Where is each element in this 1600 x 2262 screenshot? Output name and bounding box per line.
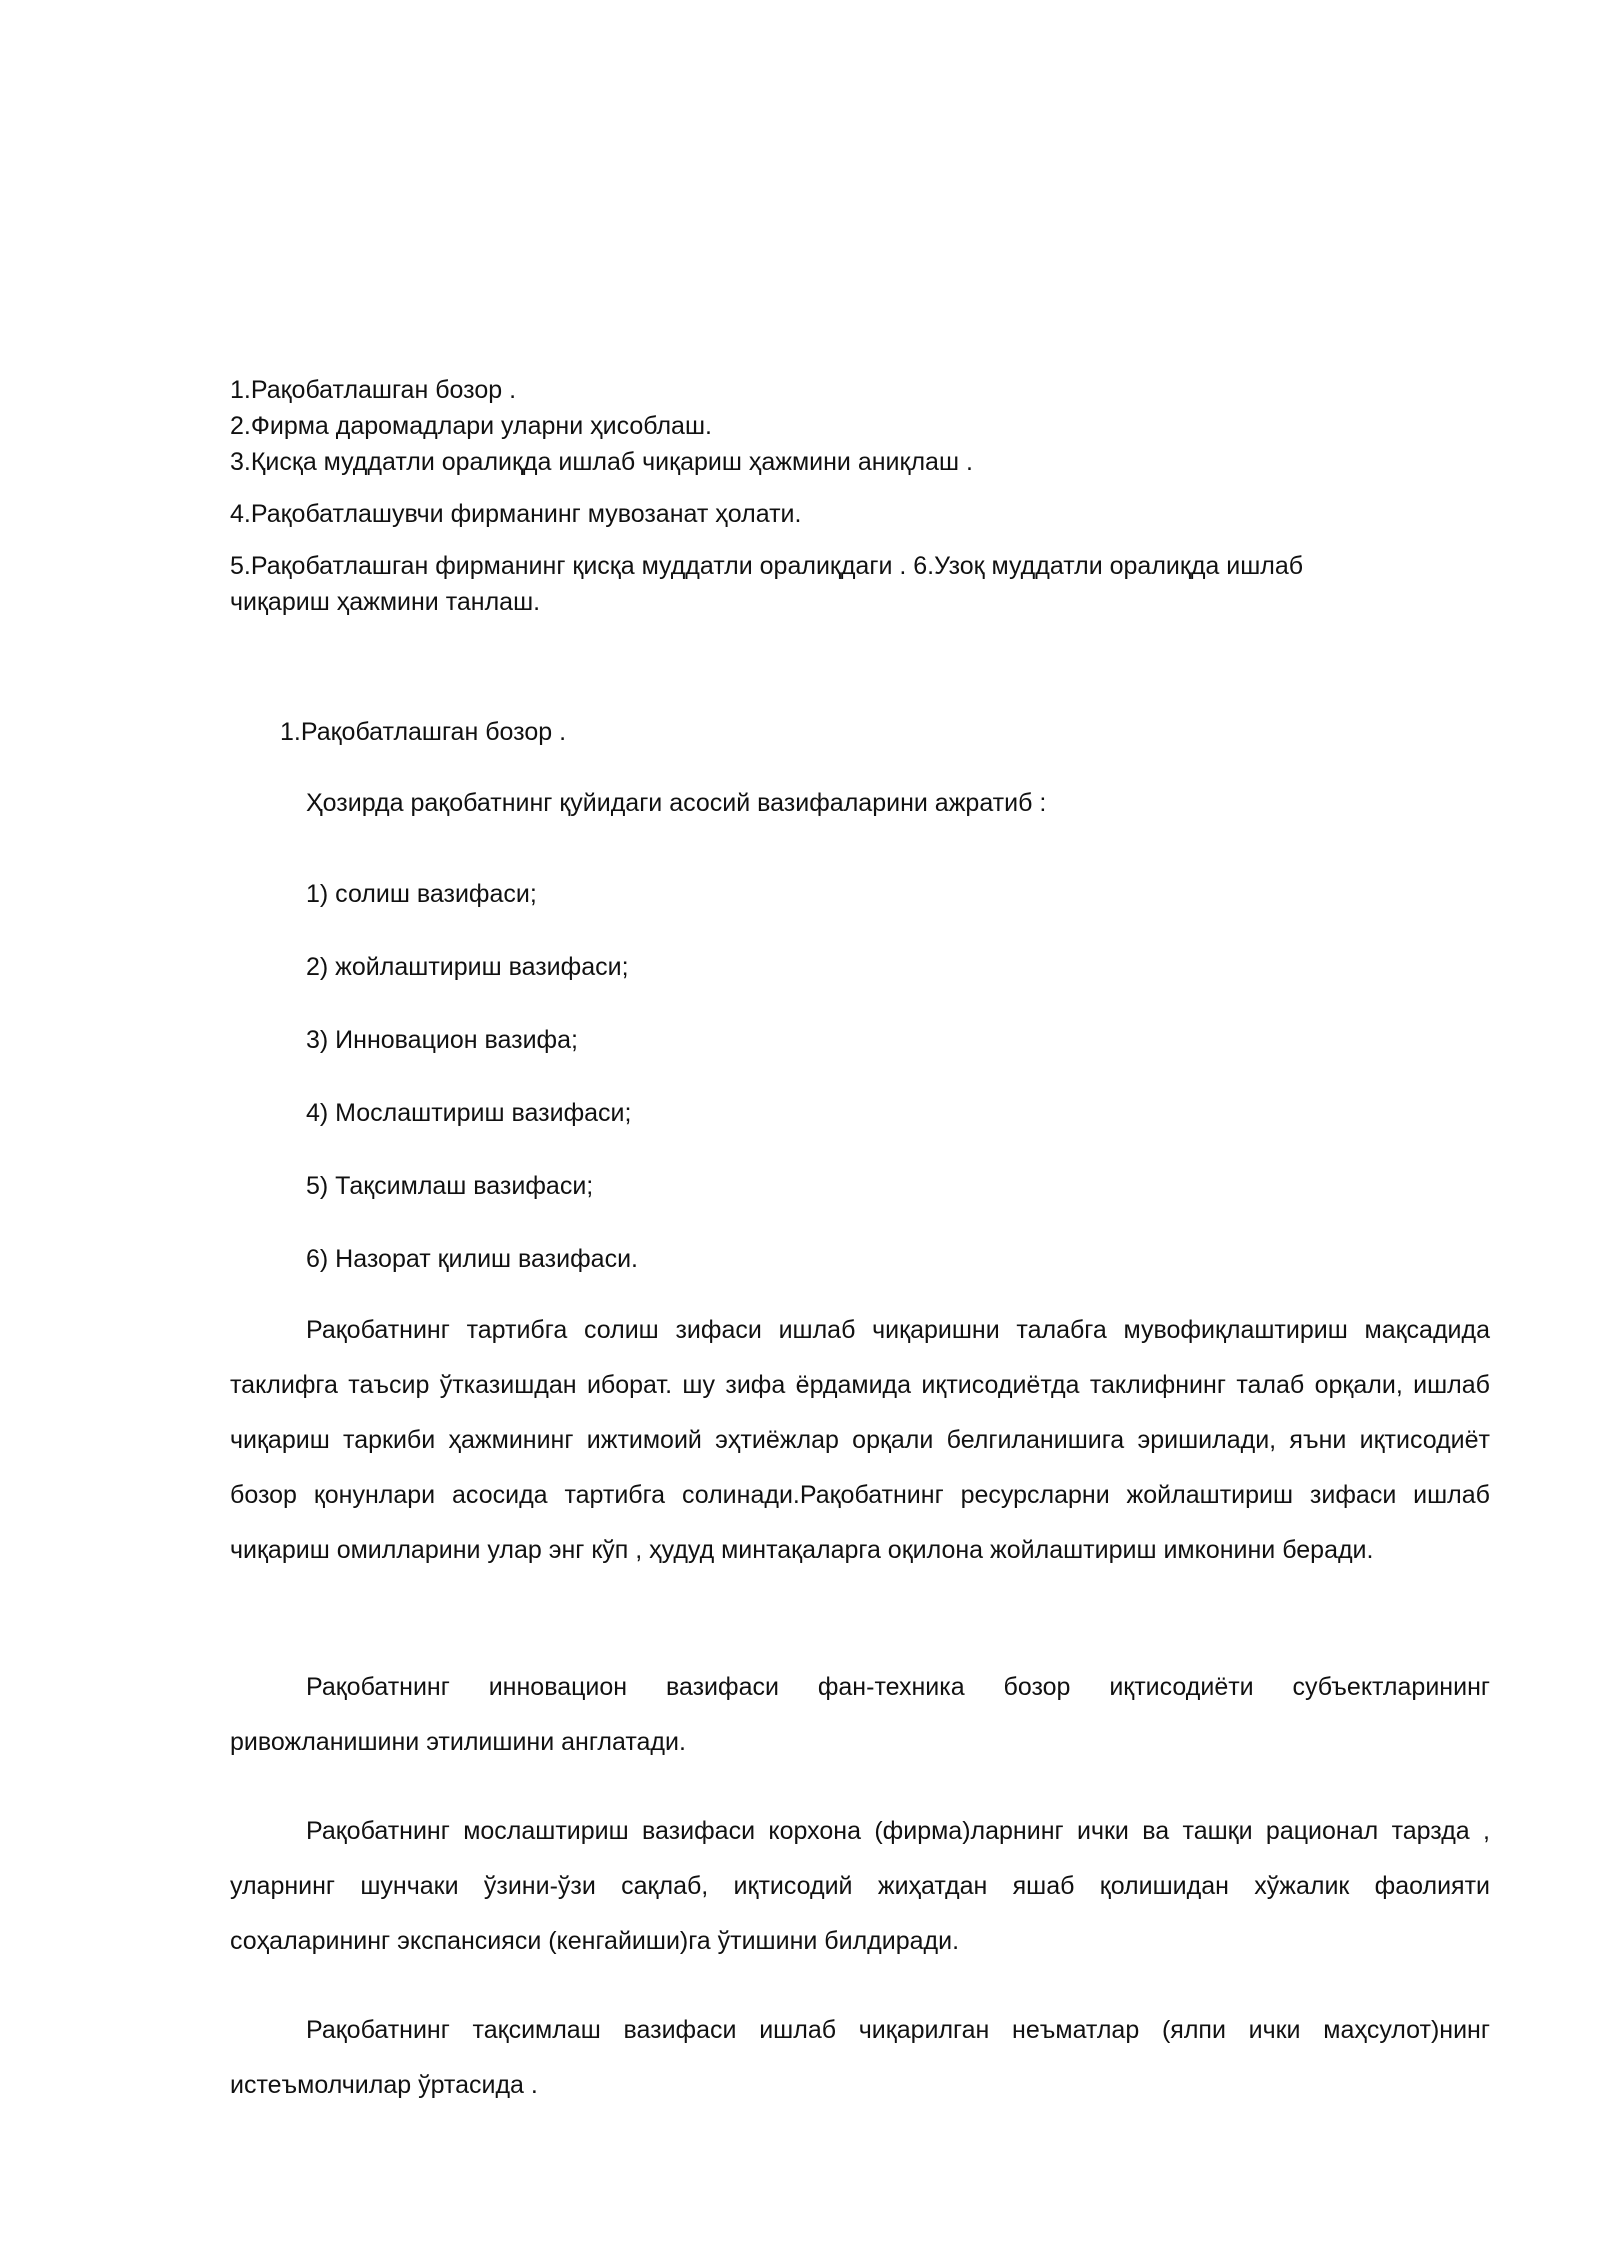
functions-list <box>306 876 638 1314</box>
section-intro: Ҳозирда рақобатнинг қуйидаги асосий вазифаларини ажратиб : <box>306 789 1047 817</box>
list-item: 4) Мослаштириш вазифаси; <box>306 1099 632 1127</box>
toc-spacer <box>230 480 1490 496</box>
toc-item-1: 1.Рақобатлашган бозор . <box>230 376 517 404</box>
toc-spacer <box>230 532 1490 548</box>
toc-item-2: 2.Фирма даромадлари уларни ҳисоблаш. <box>230 412 712 440</box>
toc-item-4: 4.Рақобатлашувчи фирманинг мувозанат ҳолати. <box>230 500 802 528</box>
toc-item-3: 3.Қисқа муддатли оралиқда ишлаб чиқариш ҳажмини аниқлаш . <box>230 448 973 476</box>
table-of-contents <box>230 372 1490 620</box>
toc-item-5-6-continued: чиқариш ҳажмини танлаш. <box>230 588 541 616</box>
paragraph-regulation-allocation: Рақобатнинг тартибга солиш зифаси ишлаб чиқаришни талабга мувофиқлаштириш мақсадида таклифга таъсир ўтказишдан иборат. шу зифа ёрдамида иқтисодиётда таклифнинг талаб орқали, ишлаб чиқариш таркиби ҳажмининг ижтимоий эҳтиёжлар орқали белгиланишига эришилади, яъни иқтисодиёт бозор қонунлари асосида тартибга солинади.Рақобатнинг ресурсларни жойлаштириш зифаси ишлаб чиқариш омилларини улар энг кўп , ҳудуд минтақаларга оқилона жойлаштириш имконини беради. <box>230 1316 1490 1564</box>
section-heading: 1.Рақобатлашган бозор . <box>280 718 567 746</box>
list-item: 2) жойлаштириш вазифаси; <box>306 953 629 981</box>
paragraph-distribution: Рақобатнинг тақсимлаш вазифаси ишлаб чиқарилган неъматлар (ялпи ички маҳсулот)нинг истеъмолчилар ўртасида . <box>230 2016 1490 2099</box>
list-item: 6) Назорат қилиш вазифаси. <box>306 1245 638 1273</box>
list-item: 3) Инновацион вазифа; <box>306 1026 578 1054</box>
paragraph-innovation: Рақобатнинг инновацион вазифаси фан-техника бозор иқтисодиёти субъектларининг ривожланишини этилишини англатади. <box>230 1673 1490 1756</box>
list-item: 5) Тақсимлаш вазифаси; <box>306 1172 594 1200</box>
paragraph-adaptation: Рақобатнинг мослаштириш вазифаси корхона (фирма)ларнинг ички ва ташқи рационал тарзда , уларнинг шунчаки ўзини-ўзи сақлаб, иқтисодий жиҳатдан яшаб қолишидан хўжалик фаолияти соҳаларининг экспансияси (кенгайиши)га ўтишини билдиради. <box>230 1817 1490 1955</box>
list-item: 1) солиш вазифаси; <box>306 880 537 908</box>
toc-item-5-6: 5.Рақобатлашган фирманинг қисқа муддатли оралиқдаги . 6.Узоқ муддатли оралиқда ишлаб <box>230 552 1304 580</box>
